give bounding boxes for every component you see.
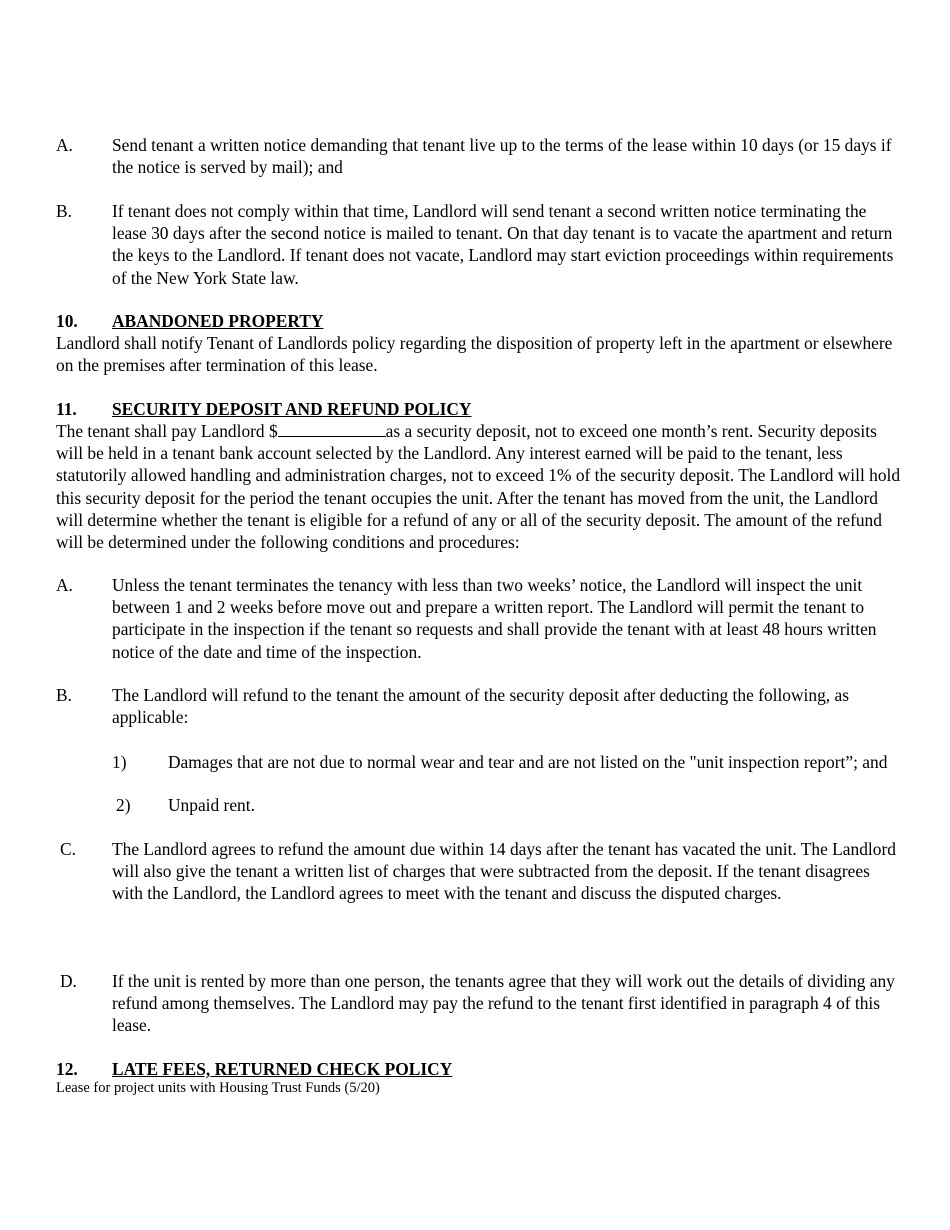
section11-item-b	[56, 684, 901, 728]
item-text: Unless the tenant terminates the tenancy with less than two weeks’ notice, the Landlord will inspect the unit between 1 and 2 weeks before move out and prepare a written report. The Landlord will permit the tenant to participate in the inspection if the tenant so requests and shall provide the tenant with at least 48 hours written notice of the date and time of the inspection.	[112, 575, 877, 662]
item-marker: A.	[56, 575, 73, 595]
item-marker: C.	[60, 839, 76, 859]
page-footer: Lease for project units with Housing Trust Funds (5/20)	[56, 1080, 380, 1096]
section9-item-b	[56, 200, 901, 289]
section-title: ABANDONED PROPERTY	[112, 311, 324, 331]
item-marker: D.	[60, 971, 77, 991]
section-number: 11.	[56, 399, 77, 419]
section11-item-a	[56, 574, 901, 663]
intro-start: The tenant shall pay Landlord $	[56, 421, 278, 441]
section-title: SECURITY DEPOSIT AND REFUND POLICY	[112, 399, 472, 419]
section-number: 12.	[56, 1059, 78, 1079]
item-text: If the unit is rented by more than one person, the tenants agree that they will work out the details of dividing any refund among themselves. The Landlord may pay the refund to the tenant first identified in paragraph 4 of this lease.	[112, 971, 895, 1036]
item-text: Send tenant a written notice demanding that tenant live up to the terms of the lease within 10 days (or 15 days if the notice is served by mail); and	[112, 135, 892, 178]
item-text: If tenant does not comply within that time, Landlord will send tenant a second written notice terminating the lease 30 days after the second notice is mailed to tenant. On that day tenant is to vacate the apartment and return the keys to the Landlord. If tenant does not vacate, Landlord may start eviction proceedings within requirements of the New York State law.	[112, 201, 894, 288]
section11-item-c	[56, 838, 901, 905]
item-text: The Landlord will refund to the tenant the amount of the security deposit after deducting the following, as applicable:	[112, 685, 849, 728]
subitem-marker: 2)	[116, 795, 131, 815]
section11-intro	[56, 420, 901, 553]
item-marker: B.	[56, 201, 72, 221]
item-marker: A.	[56, 135, 73, 155]
section10-heading	[56, 310, 901, 332]
deposit-amount-blank	[278, 420, 386, 437]
subitem-text: Damages that are not due to normal wear and tear and are not listed on the "unit inspection report”; and	[168, 752, 888, 772]
item-text: The Landlord agrees to refund the amount due within 14 days after the tenant has vacated the unit. The Landlord will also give the tenant a written list of charges that were subtracted from the deposit. If the tenant disagrees with the Landlord, the Landlord agrees to meet with the tenant and discuss the disputed charges.	[112, 839, 896, 904]
section12-heading	[56, 1058, 901, 1080]
subitem-text: Unpaid rent.	[168, 795, 255, 815]
section9-item-a	[56, 134, 901, 178]
section11-item-d	[56, 970, 901, 1037]
intro-end: as a security deposit, not to exceed one month’s rent. Security deposits will be held in a tenant bank account selected by the Landlord. Any interest earned will be paid to the tenant, less statutorily allowed handling and administration charges, not to exceed 1% of the security deposit. The Landlord will hold this security deposit for the period the tenant occupies the unit. After the tenant has moved from the unit, the Landlord will determine whether the tenant is eligible for a refund of any or all of the security deposit. The amount of the refund will be determined under the following conditions and procedures:	[56, 421, 901, 553]
section11-heading	[56, 398, 901, 420]
section11-subitem-1	[112, 751, 902, 773]
item-marker: B.	[56, 685, 72, 705]
section-title: LATE FEES, RETURNED CHECK POLICY	[112, 1059, 453, 1079]
subitem-marker: 1)	[112, 752, 127, 772]
section-number: 10.	[56, 311, 78, 331]
section11-subitem-2	[112, 794, 902, 816]
section10-body: Landlord shall notify Tenant of Landlords policy regarding the disposition of property left in the apartment or elsewhere on the premises after termination of this lease.	[56, 333, 893, 376]
